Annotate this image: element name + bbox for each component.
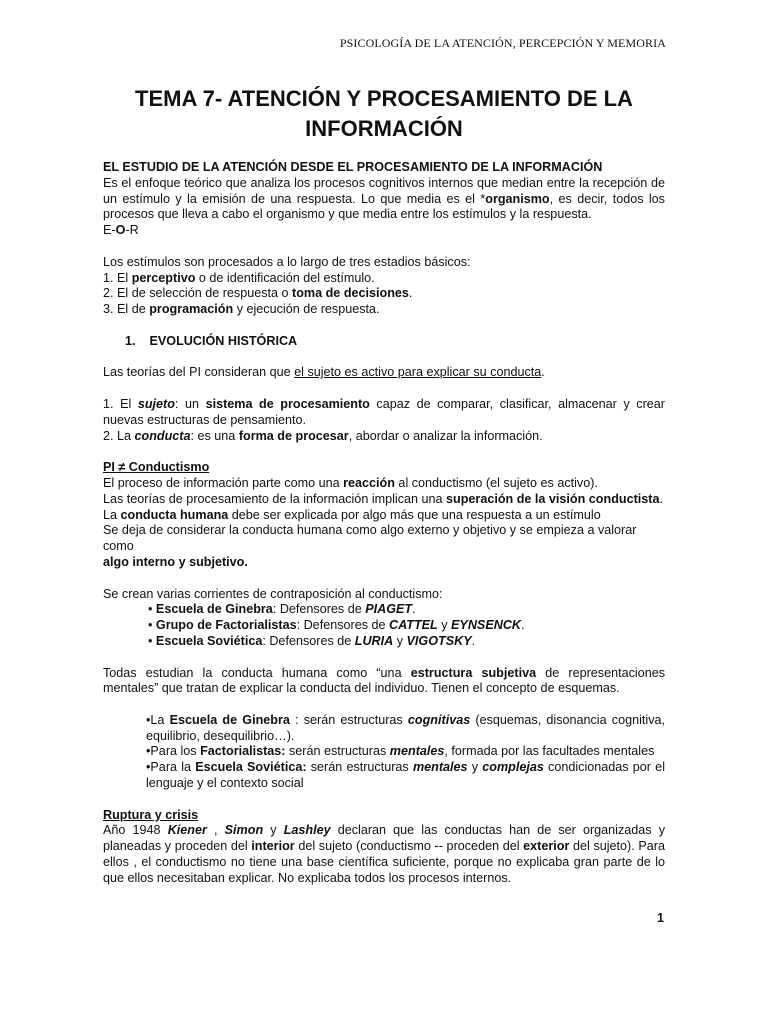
quote-item: •Para los Factorialistas: serán estructuras mentales, formada por las facultades mentales <box>146 744 655 759</box>
stage-item: 3. El de programación y ejecución de respuesta. <box>103 302 380 317</box>
ruptura-paragraph: Año 1948 Kiener , Simon y Lashley declaran que las conductas han de ser organizadas y planeadas y proceden del interior del sujeto (conductismo -- proceden del exterior del sujeto). Para ellos , el conductismo no tiene una base científica suficiente, porque no explicaba gran parte de lo que ellos necesitaban explicar. No explicaba todos los procesos internos. <box>103 823 666 885</box>
corrientes-intro: Se crean varias corrientes de contraposición al conductismo: <box>103 586 443 601</box>
pi-line: El proceso de información parte como una reacción al conductismo (el sujeto es activo). <box>103 475 598 490</box>
quote-item: •La Escuela de Ginebra : serán estructuras cognitivas (esquemas, disonancia cognitiva, equilibrio, desequilibrio…). <box>146 712 665 743</box>
running-header: PSICOLOGÍA DE LA ATENCIÓN, PERCEPCIÓN Y MEMORIA <box>339 36 666 50</box>
list-item: • Escuela de Ginebra: Defensores de PIAGET. <box>148 602 416 617</box>
todas-paragraph: Todas estudian la conducta humana como “una estructura subjetiva de representaciones mentales” que tratan de explicar la conducta del individuo. Tienen el concepto de esquemas. <box>103 665 666 696</box>
pi-line: Las teorías de procesamiento de la información implican una superación de la visión conductista. <box>103 491 663 506</box>
eor-formula: E-O-R <box>103 223 139 238</box>
intro-paragraph: Es el enfoque teórico que analiza los procesos cognitivos internos que median entre la recepción de un estímulo y la emisión de una respuesta. Lo que media es el *organismo, es decir, todos los procesos que lleva a cabo el organismo y que media entre los estímulos y la respuesta. <box>103 175 665 222</box>
stage-item: 2. El de selección de respuesta o toma de decisiones. <box>103 286 413 301</box>
page-number: 1 <box>656 911 664 925</box>
stage-item: 1. El perceptivo o de identificación del estímulo. <box>103 270 375 285</box>
evolucion-paragraph: Las teorías del PI consideran que el sujeto es activo para explicar su conducta. <box>103 365 545 380</box>
title-line-2: INFORMACIÓN <box>305 116 463 141</box>
section-heading-estudio: EL ESTUDIO DE LA ATENCIÓN DESDE EL PROCESAMIENTO DE LA INFORMACIÓN <box>103 160 603 174</box>
section-heading-evolucion: 1. EVOLUCIÓN HISTÓRICA <box>125 333 298 348</box>
list-item: • Grupo de Factorialistas: Defensores de CATTEL y EYNSENCK. <box>148 618 525 633</box>
stages-intro: Los estímulos son procesados a lo largo de tres estadios básicos: <box>103 254 471 269</box>
document-body <box>103 160 665 887</box>
evolucion-item: 2. La conducta: es una forma de procesar, abordar o analizar la información. <box>103 428 543 443</box>
pi-line: Se deja de considerar la conducta humana como algo externo y objetivo y se empieza a valorar como <box>103 523 637 554</box>
list-item: • Escuela Soviética: Defensores de LURIA y VIGOTSKY. <box>148 633 476 648</box>
pi-line: algo interno y subjetivo. <box>103 554 248 569</box>
section-heading-pi: PI ≠ Conductismo <box>103 460 210 475</box>
section-heading-ruptura: Ruptura y crisis <box>103 807 199 822</box>
page-title <box>103 84 665 144</box>
evolucion-item: 1. El sujeto: un sistema de procesamiento capaz de comparar, clasificar, almacenar y crear nuevas estructuras de pensamiento. <box>103 396 665 427</box>
pi-line: La conducta humana debe ser explicada por algo más que una respuesta a un estímulo <box>103 507 601 522</box>
quote-item: •Para la Escuela Soviética: serán estructuras mentales y complejas condicionadas por el lenguaje y el contexto social <box>146 760 665 791</box>
title-line-1: TEMA 7- ATENCIÓN Y PROCESAMIENTO DE LA <box>135 86 633 111</box>
